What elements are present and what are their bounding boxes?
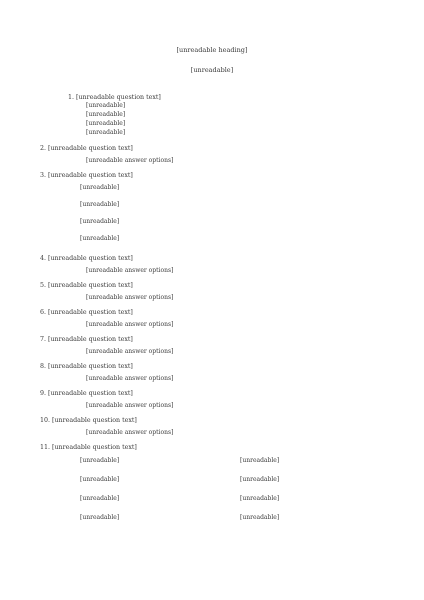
answer-options-line: [unreadable answer options]: [86, 267, 174, 274]
question-number: 2.: [40, 145, 47, 152]
question-header: [40, 363, 384, 370]
question-header: [40, 309, 384, 316]
match-left-item: [unreadable]: [80, 457, 120, 464]
question-header: [40, 336, 384, 343]
question-text: [unreadable question text]: [48, 390, 133, 397]
document-variant: [unreadable]: [190, 66, 234, 74]
question-number: 8.: [40, 363, 47, 370]
question-header: [40, 172, 384, 179]
match-right-item: [unreadable]: [240, 476, 280, 483]
answer-option: [unreadable]: [80, 218, 120, 225]
question-text: [unreadable question text]: [76, 94, 161, 101]
question-text: [unreadable question text]: [48, 255, 133, 262]
question-6: [40, 309, 384, 328]
question-4: [40, 255, 384, 274]
answer-options-line: [unreadable answer options]: [86, 375, 174, 382]
question-number: 9.: [40, 390, 47, 397]
question-2: [40, 145, 384, 164]
match-left-item: [unreadable]: [80, 495, 120, 502]
question-1: [40, 94, 384, 137]
question-7: [40, 336, 384, 355]
answer-options-line: [unreadable answer options]: [86, 429, 174, 436]
matching-grid: [40, 457, 384, 521]
answer-option: [unreadable]: [86, 120, 126, 127]
match-left-item: [unreadable]: [80, 476, 120, 483]
match-right-item: [unreadable]: [240, 457, 280, 464]
answer-options: [40, 179, 384, 247]
question-number: 1.: [68, 94, 75, 101]
document-title: [unreadable heading]: [176, 46, 248, 54]
question-header: [40, 390, 384, 397]
question-text: [unreadable question text]: [52, 417, 137, 424]
question-text: [unreadable question text]: [52, 444, 137, 451]
question-header: [40, 282, 384, 289]
question-number: 4.: [40, 255, 47, 262]
answer-option: [unreadable]: [80, 235, 120, 242]
question-text: [unreadable question text]: [48, 336, 133, 343]
question-header: [40, 94, 384, 101]
answer-option: [unreadable]: [80, 201, 120, 208]
question-header: [40, 255, 384, 262]
question-list: [40, 94, 384, 521]
question-text: [unreadable question text]: [48, 282, 133, 289]
question-8: [40, 363, 384, 382]
question-header: [40, 444, 384, 451]
answer-option: [unreadable]: [80, 184, 120, 191]
answer-options-line: [unreadable answer options]: [86, 321, 174, 328]
answer-options-line: [unreadable answer options]: [86, 157, 174, 164]
question-number: 7.: [40, 336, 47, 343]
question-text: [unreadable question text]: [48, 145, 133, 152]
question-11: [40, 444, 384, 521]
match-left-item: [unreadable]: [80, 514, 120, 521]
question-text: [unreadable question text]: [48, 309, 133, 316]
question-10: [40, 417, 384, 436]
answer-options-line: [unreadable answer options]: [86, 402, 174, 409]
answer-option: [unreadable]: [86, 129, 126, 136]
question-number: 11.: [40, 444, 51, 451]
answer-option: [unreadable]: [86, 102, 126, 109]
question-number: 3.: [40, 172, 47, 179]
question-9: [40, 390, 384, 409]
match-right-item: [unreadable]: [240, 495, 280, 502]
question-3: [40, 172, 384, 247]
answer-options-line: [unreadable answer options]: [86, 294, 174, 301]
question-number: 10.: [40, 417, 51, 424]
match-right-item: [unreadable]: [240, 514, 280, 521]
question-number: 5.: [40, 282, 47, 289]
answer-options-line: [unreadable answer options]: [86, 348, 174, 355]
question-5: [40, 282, 384, 301]
question-header: [40, 145, 384, 152]
question-text: [unreadable question text]: [48, 363, 133, 370]
question-number: 6.: [40, 309, 47, 316]
question-text: [unreadable question text]: [48, 172, 133, 179]
answer-options: [40, 101, 384, 137]
answer-option: [unreadable]: [86, 111, 126, 118]
question-header: [40, 417, 384, 424]
